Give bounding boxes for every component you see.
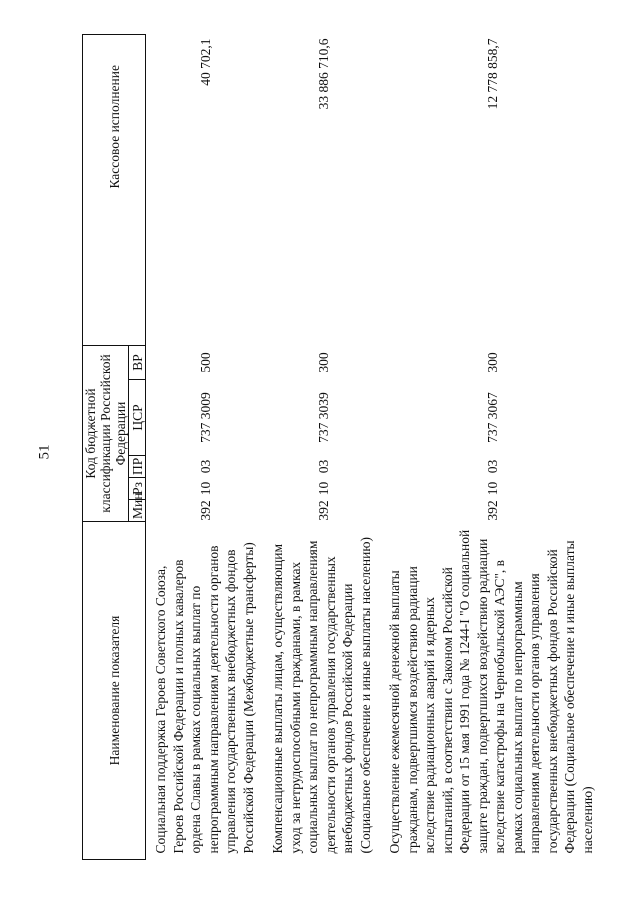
- row-min: 392: [485, 500, 501, 521]
- row-amount: 33 886 710,6: [315, 38, 331, 110]
- row-amount: 12 778 858,7: [485, 38, 501, 110]
- header-rz: Рз: [129, 478, 146, 500]
- header-name: Наименование показателя: [83, 522, 146, 860]
- row-name: Компенсационные выплаты лицам, осуществляющим уход за нетрудоспособными гражданами, в рамках социальных выплат по непрограммным направлениям деятельности органов управления государственных внебюджетных фондов Российской Федерации (Социальное обеспечение и иные выплаты населению): [270, 537, 373, 854]
- header-csr: ЦСР: [129, 380, 146, 456]
- row-min: 392: [315, 500, 331, 521]
- table-row: [382, 35, 604, 860]
- row-rz: 10: [315, 481, 331, 496]
- row-name: Социальная поддержка Героев Советского Союза, Героев Российской Федерации и полных кавалеров ордена Славы в рамках социальных выплат по непрограммным направлениям деятельности органов управления государственных внебюджетных фондов Российской Федерации (Межбюджетные трансферты): [153, 542, 256, 854]
- header-code-group: Код бюджетной классификации Российской Федерации: [83, 346, 129, 522]
- rotated-table-container: [82, 35, 637, 860]
- row-vr: 500: [197, 352, 213, 373]
- row-min: 392: [197, 500, 213, 521]
- row-vr: 300: [315, 352, 331, 373]
- row-pr: 03: [315, 459, 331, 474]
- row-pr: 03: [197, 459, 213, 474]
- header-pr: ПР: [129, 456, 146, 478]
- row-csr: 737 3067: [485, 392, 501, 443]
- page-number: 51: [36, 444, 53, 460]
- header-min: Мин: [129, 500, 146, 522]
- row-rz: 10: [485, 481, 501, 496]
- row-pr: 03: [485, 459, 501, 474]
- row-rz: 10: [197, 481, 213, 496]
- table-row: [265, 35, 382, 860]
- row-csr: 737 3009: [197, 392, 213, 443]
- row-vr: 300: [485, 352, 501, 373]
- header-vr: ВР: [129, 346, 146, 380]
- row-amount: 40 702,1: [197, 38, 213, 86]
- table-row: [146, 35, 266, 860]
- header-amount: Кассовое исполнение: [83, 35, 146, 346]
- budget-table: [82, 34, 604, 860]
- row-csr: 737 3039: [315, 392, 331, 443]
- row-name: Осуществление ежемесячной денежной выплаты гражданам, подвергшимся воздействию радиации вследствие радиационных аварий и ядерных испытаний, в соответствии с Законом Российской Федерации от 15 мая 1991 года № 1244-I "О социальной защите граждан, подвергшихся воздействию радиации вследствие катастрофы на Чернобыльской АЭС", в рамках социальных выплат по непрограммным направлениям деятельности органов управления государственных внебюджетных фондов Российской Федерации (Социальное обеспечение и иные выплаты населению): [387, 529, 595, 854]
